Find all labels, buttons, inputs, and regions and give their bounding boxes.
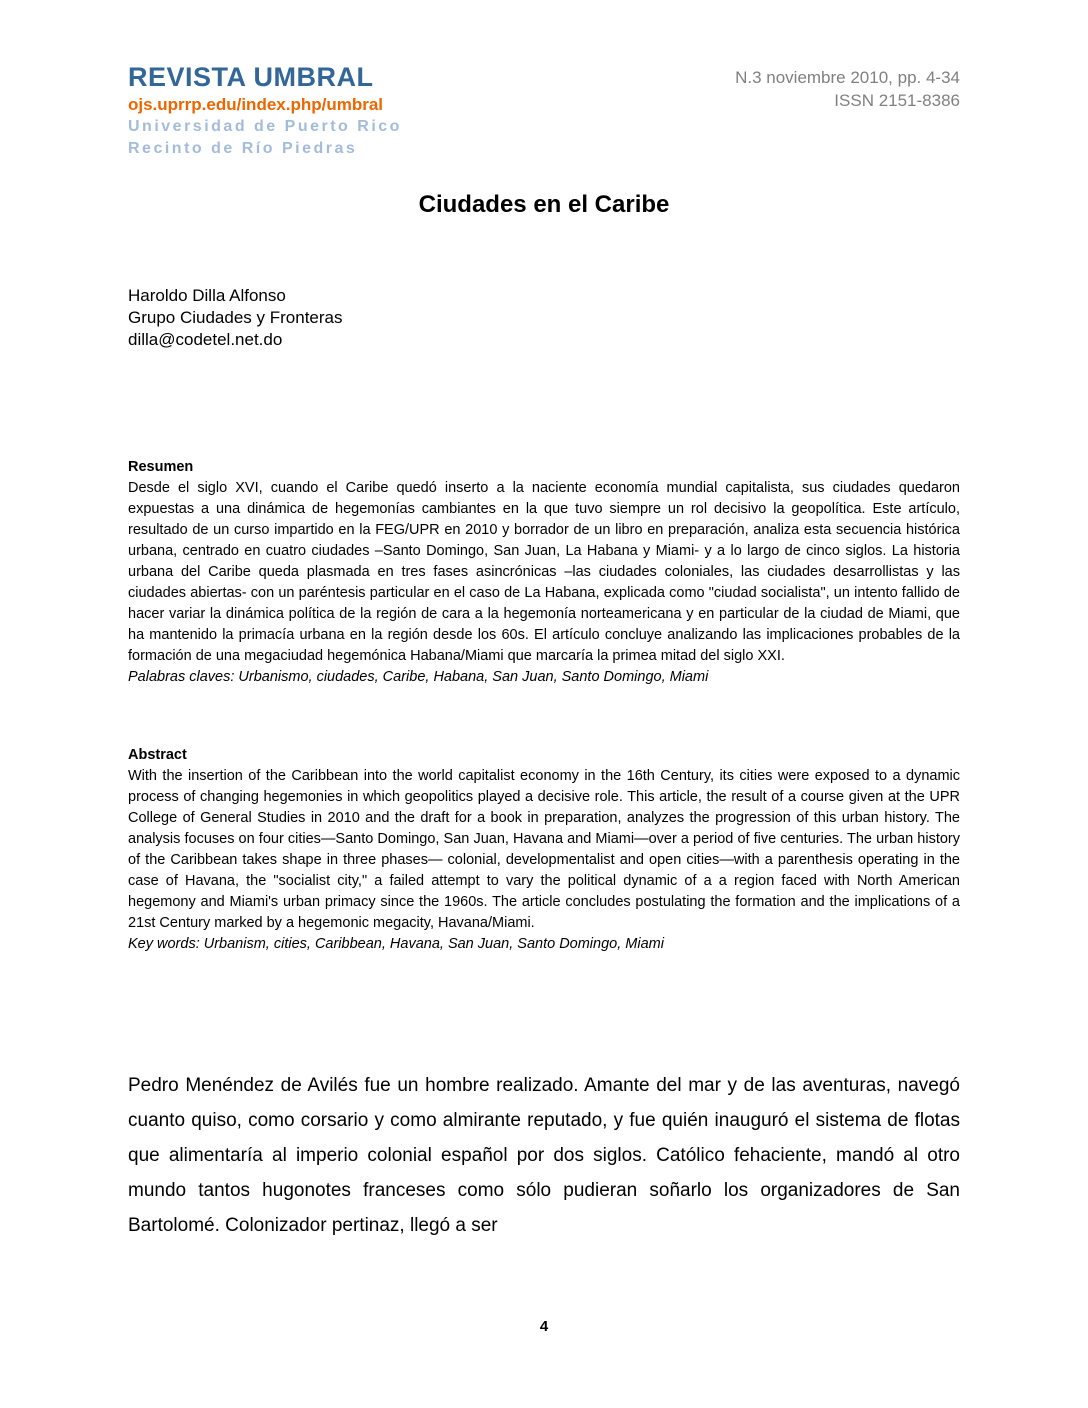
author-block (128, 285, 343, 351)
resumen-body: Desde el siglo XVI, cuando el Caribe quedó inserto a la naciente economía mundial capitalista, sus ciudades quedaron expuestas a una dinámica de hegemonías cambiantes en la que tuvo siempre un rol decisivo la geopolítica. Este artículo, resultado de un curso impartido en la FEG/UPR en 2010 y borrador de un libro en preparación, analiza esta secuencia histórica urbana, centrado en cuatro ciudades –Santo Domingo, San Juan, La Habana y Miami- y a lo largo de cinco siglos. La historia urbana del Caribe queda plasmada en tres fases asincrónicas –las ciudades coloniales, las ciudades desarrollistas y las ciudades abiertas- con un paréntesis particular en el caso de La Habana, explicada como "ciudad socialista", un intento fallido de hacer variar la dinámica política de la región de cara a la hegemonía norteamericana y en particular de la ciudad de Miami, que ha mantenido la primacía urbana en la región desde los 60s. El artículo concluye analizando las implicaciones probables de la formación de una megaciudad hegemónica Habana/Miami que marcaría la primea mitad del siglo XXI. (128, 480, 960, 664)
campus-name: Recinto de Río Piedras (128, 140, 358, 157)
journal-masthead (128, 62, 402, 160)
abstract-keywords: Key words: Urbanism, cities, Caribbean, Havana, San Juan, Santo Domingo, Miami (128, 936, 664, 952)
issn: ISSN 2151-8386 (834, 91, 960, 110)
resumen-keywords: Palabras claves: Urbanismo, ciudades, Caribe, Habana, San Juan, Santo Domingo, Miami (128, 669, 709, 685)
author-name: Haroldo Dilla Alfonso (128, 286, 286, 305)
resumen-section (128, 456, 960, 688)
abstract-body: With the insertion of the Caribbean into the world capitalist economy in the 16th Century, its cities were exposed to a dynamic process of changing hegemonies in which geopolitics played a decisive role. This article, the result of a course given at the UPR College of General Studies in 2010 and the draft for a book in preparation, analyzes the progression of this urban history. The analysis focuses on four cities—Santo Domingo, San Juan, Havana and Miami—over a period of five centuries. The urban history of the Caribbean takes shape in three phases— colonial, developmentalist and open cities—with a parenthesis operating in the case of Havana, the "socialist city," a failed attempt to vary the political dynamic of a a region faced with North American hegemony and Miami's urban primacy since the 1960s. The article concludes postulating the formation and the implications of a 21st Century marked by a hegemonic megacity, Havana/Miami. (128, 768, 960, 931)
resumen-heading: Resumen (128, 459, 194, 475)
author-email: dilla@codetel.net.do (128, 330, 283, 349)
journal-name: REVISTA UMBRAL (128, 62, 374, 92)
abstract-heading: Abstract (128, 747, 187, 763)
body-paragraph: Pedro Menéndez de Avilés fue un hombre realizado. Amante del mar y de las aventuras, navegó cuanto quiso, como corsario y como almirante reputado, y fue quién inauguró el sistema de flotas que alimentaría al imperio colonial español por dos siglos. Católico fehaciente, mandó al otro mundo tantos hugonotes franceses como sólo pudieran soñarlo los organizadores de San Bartolomé. Colonizador pertinaz, llegó a ser (128, 1075, 960, 1236)
issue-block (735, 66, 960, 112)
issue-info: N.3 noviembre 2010, pp. 4-34 (735, 68, 960, 87)
journal-url-link[interactable]: ojs.uprrp.edu/index.php/umbral (128, 95, 384, 114)
article-title: Ciudades en el Caribe (418, 191, 670, 218)
institution-name: Universidad de Puerto Rico (128, 118, 402, 135)
abstract-section (128, 744, 960, 955)
page-number: 4 (539, 1318, 549, 1335)
author-affiliation: Grupo Ciudades y Fronteras (128, 308, 343, 327)
